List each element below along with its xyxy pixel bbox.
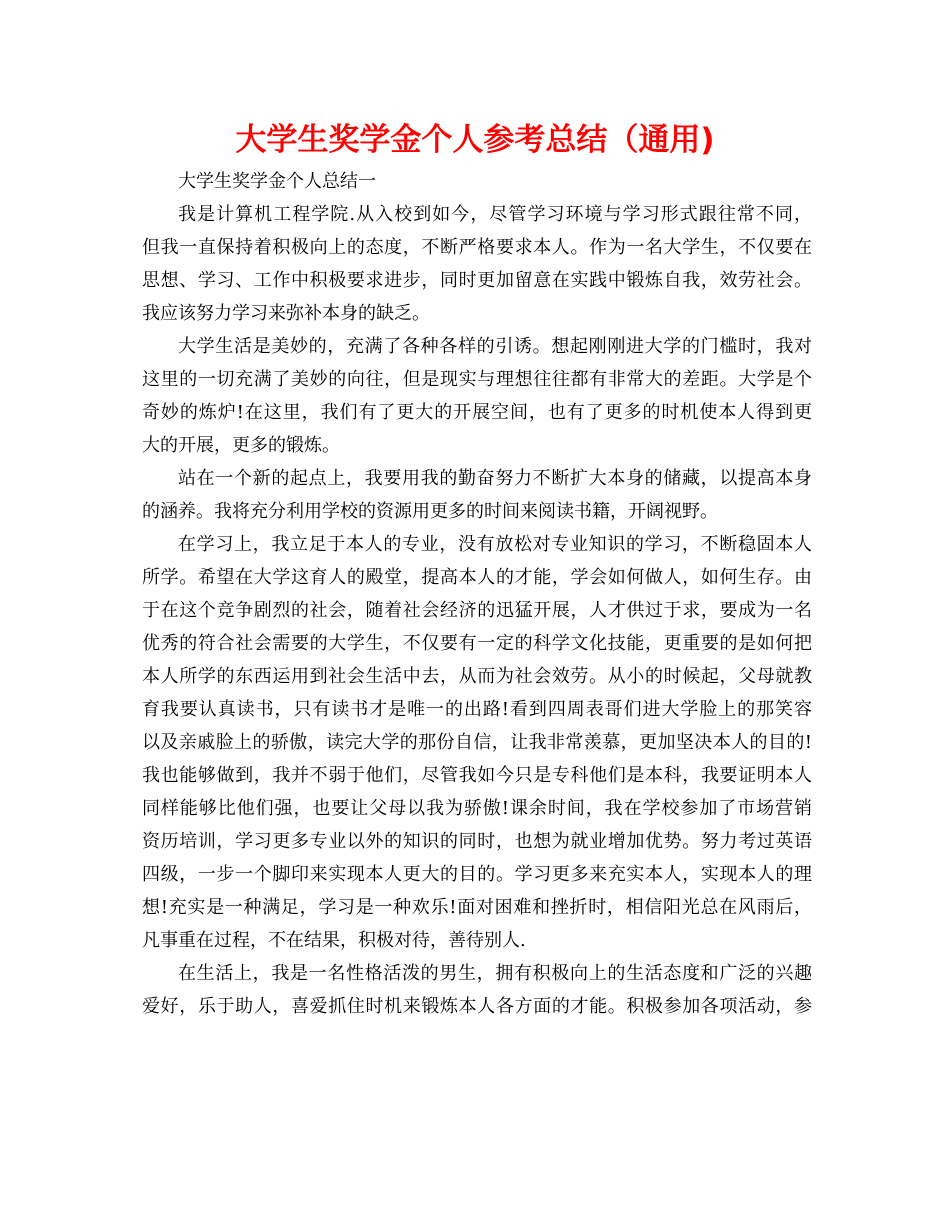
paragraph-line: 这里的一切充满了美妙的向往，但是现实与理想往往都有非常大的差距。大学是个	[142, 369, 812, 390]
paragraph-line: 奇妙的炼炉!在这里，我们有了更大的开展空间，也有了更多的时机使本人得到更	[142, 402, 812, 423]
paragraph-line: 资历培训，学习更多专业以外的知识的同时，也想为就业增加优势。努力考过英语	[142, 831, 812, 852]
body-paragraph	[142, 330, 812, 462]
paragraph-line: 在学习上，我立足于本人的专业，没有放松对专业知识的学习，不断稳固本人	[178, 534, 812, 555]
paragraph-line: 优秀的符合社会需要的大学生，不仅要有一定的科学文化技能，更重要的是如何把	[142, 633, 812, 654]
paragraph-line: 爱好，乐于助人，喜爱抓住时机来锻炼本人各方面的才能。积极参加各项活动，参	[142, 996, 812, 1017]
paragraph-line: 但我一直保持着积极向上的态度，不断严格要求本人。作为一名大学生，不仅要在	[142, 237, 812, 258]
paragraph-line: 同样能够比他们强，也要让父母以我为骄傲!课余时间，我在学校参加了市场营销	[142, 798, 812, 819]
body-paragraph	[142, 198, 812, 330]
paragraph-line: 我是计算机工程学院.从入校到如今，尽管学习环境与学习形式跟往常不同，	[178, 204, 812, 225]
paragraph-line: 本人所学的东西运用到社会生活中去，从而为社会效劳。从小的时候起，父母就教	[142, 666, 812, 687]
body-paragraph	[142, 528, 812, 957]
document-body	[142, 165, 812, 1023]
paragraph-line: 育我要认真读书，只有读书才是唯一的出路!看到四周表哥们进大学脸上的那笑容	[142, 699, 812, 720]
paragraph-line: 凡事重在过程，不在结果，积极对待，善待别人.	[142, 930, 526, 951]
paragraph-line: 想!充实是一种满足，学习是一种欢乐!面对困难和挫折时，相信阳光总在风雨后，	[142, 897, 812, 918]
paragraph-line: 站在一个新的起点上，我要用我的勤奋努力不断扩大本身的储藏，以提高本身	[178, 468, 812, 489]
paragraph-line: 大的开展，更多的锻炼。	[142, 435, 340, 456]
paragraph-line: 四级，一步一个脚印来实现本人更大的目的。学习更多来充实本人，实现本人的理	[142, 864, 812, 885]
body-paragraph	[142, 957, 812, 1023]
section-subtitle: 大学生奖学金个人总结一	[178, 171, 376, 192]
paragraph-line: 于在这个竞争剧烈的社会，随着社会经济的迅猛开展，人才供过于求，要成为一名	[142, 600, 812, 621]
paragraph-line: 在生活上，我是一名性格活泼的男生，拥有积极向上的生活态度和广泛的兴趣	[178, 963, 812, 984]
paragraph-line: 我也能够做到，我并不弱于他们，尽管我如今只是专科他们是本科，我要证明本人	[142, 765, 812, 786]
paragraph-line: 所学。希望在大学这育人的殿堂，提高本人的才能，学会如何做人，如何生存。由	[142, 567, 812, 588]
paragraph-line: 大学生活是美妙的，充满了各种各样的引诱。想起刚刚进大学的门槛时，我对	[178, 336, 812, 357]
paragraph-line: 以及亲戚脸上的骄傲，读完大学的那份自信，让我非常羡慕，更加坚决本人的目的!	[142, 732, 812, 753]
body-paragraph	[142, 462, 812, 528]
paragraph-list	[142, 198, 812, 1023]
paragraph-line: 的涵养。我将充分利用学校的资源用更多的时间来阅读书籍，开阔视野。	[142, 501, 718, 522]
paragraph-line: 思想、学习、工作中积极要求进步，同时更加留意在实践中锻炼自我，效劳社会。	[142, 270, 812, 291]
document-title: 大学生奖学金个人参考总结（通用)	[235, 122, 715, 158]
paragraph-line: 我应该努力学习来弥补本身的缺乏。	[142, 303, 430, 324]
